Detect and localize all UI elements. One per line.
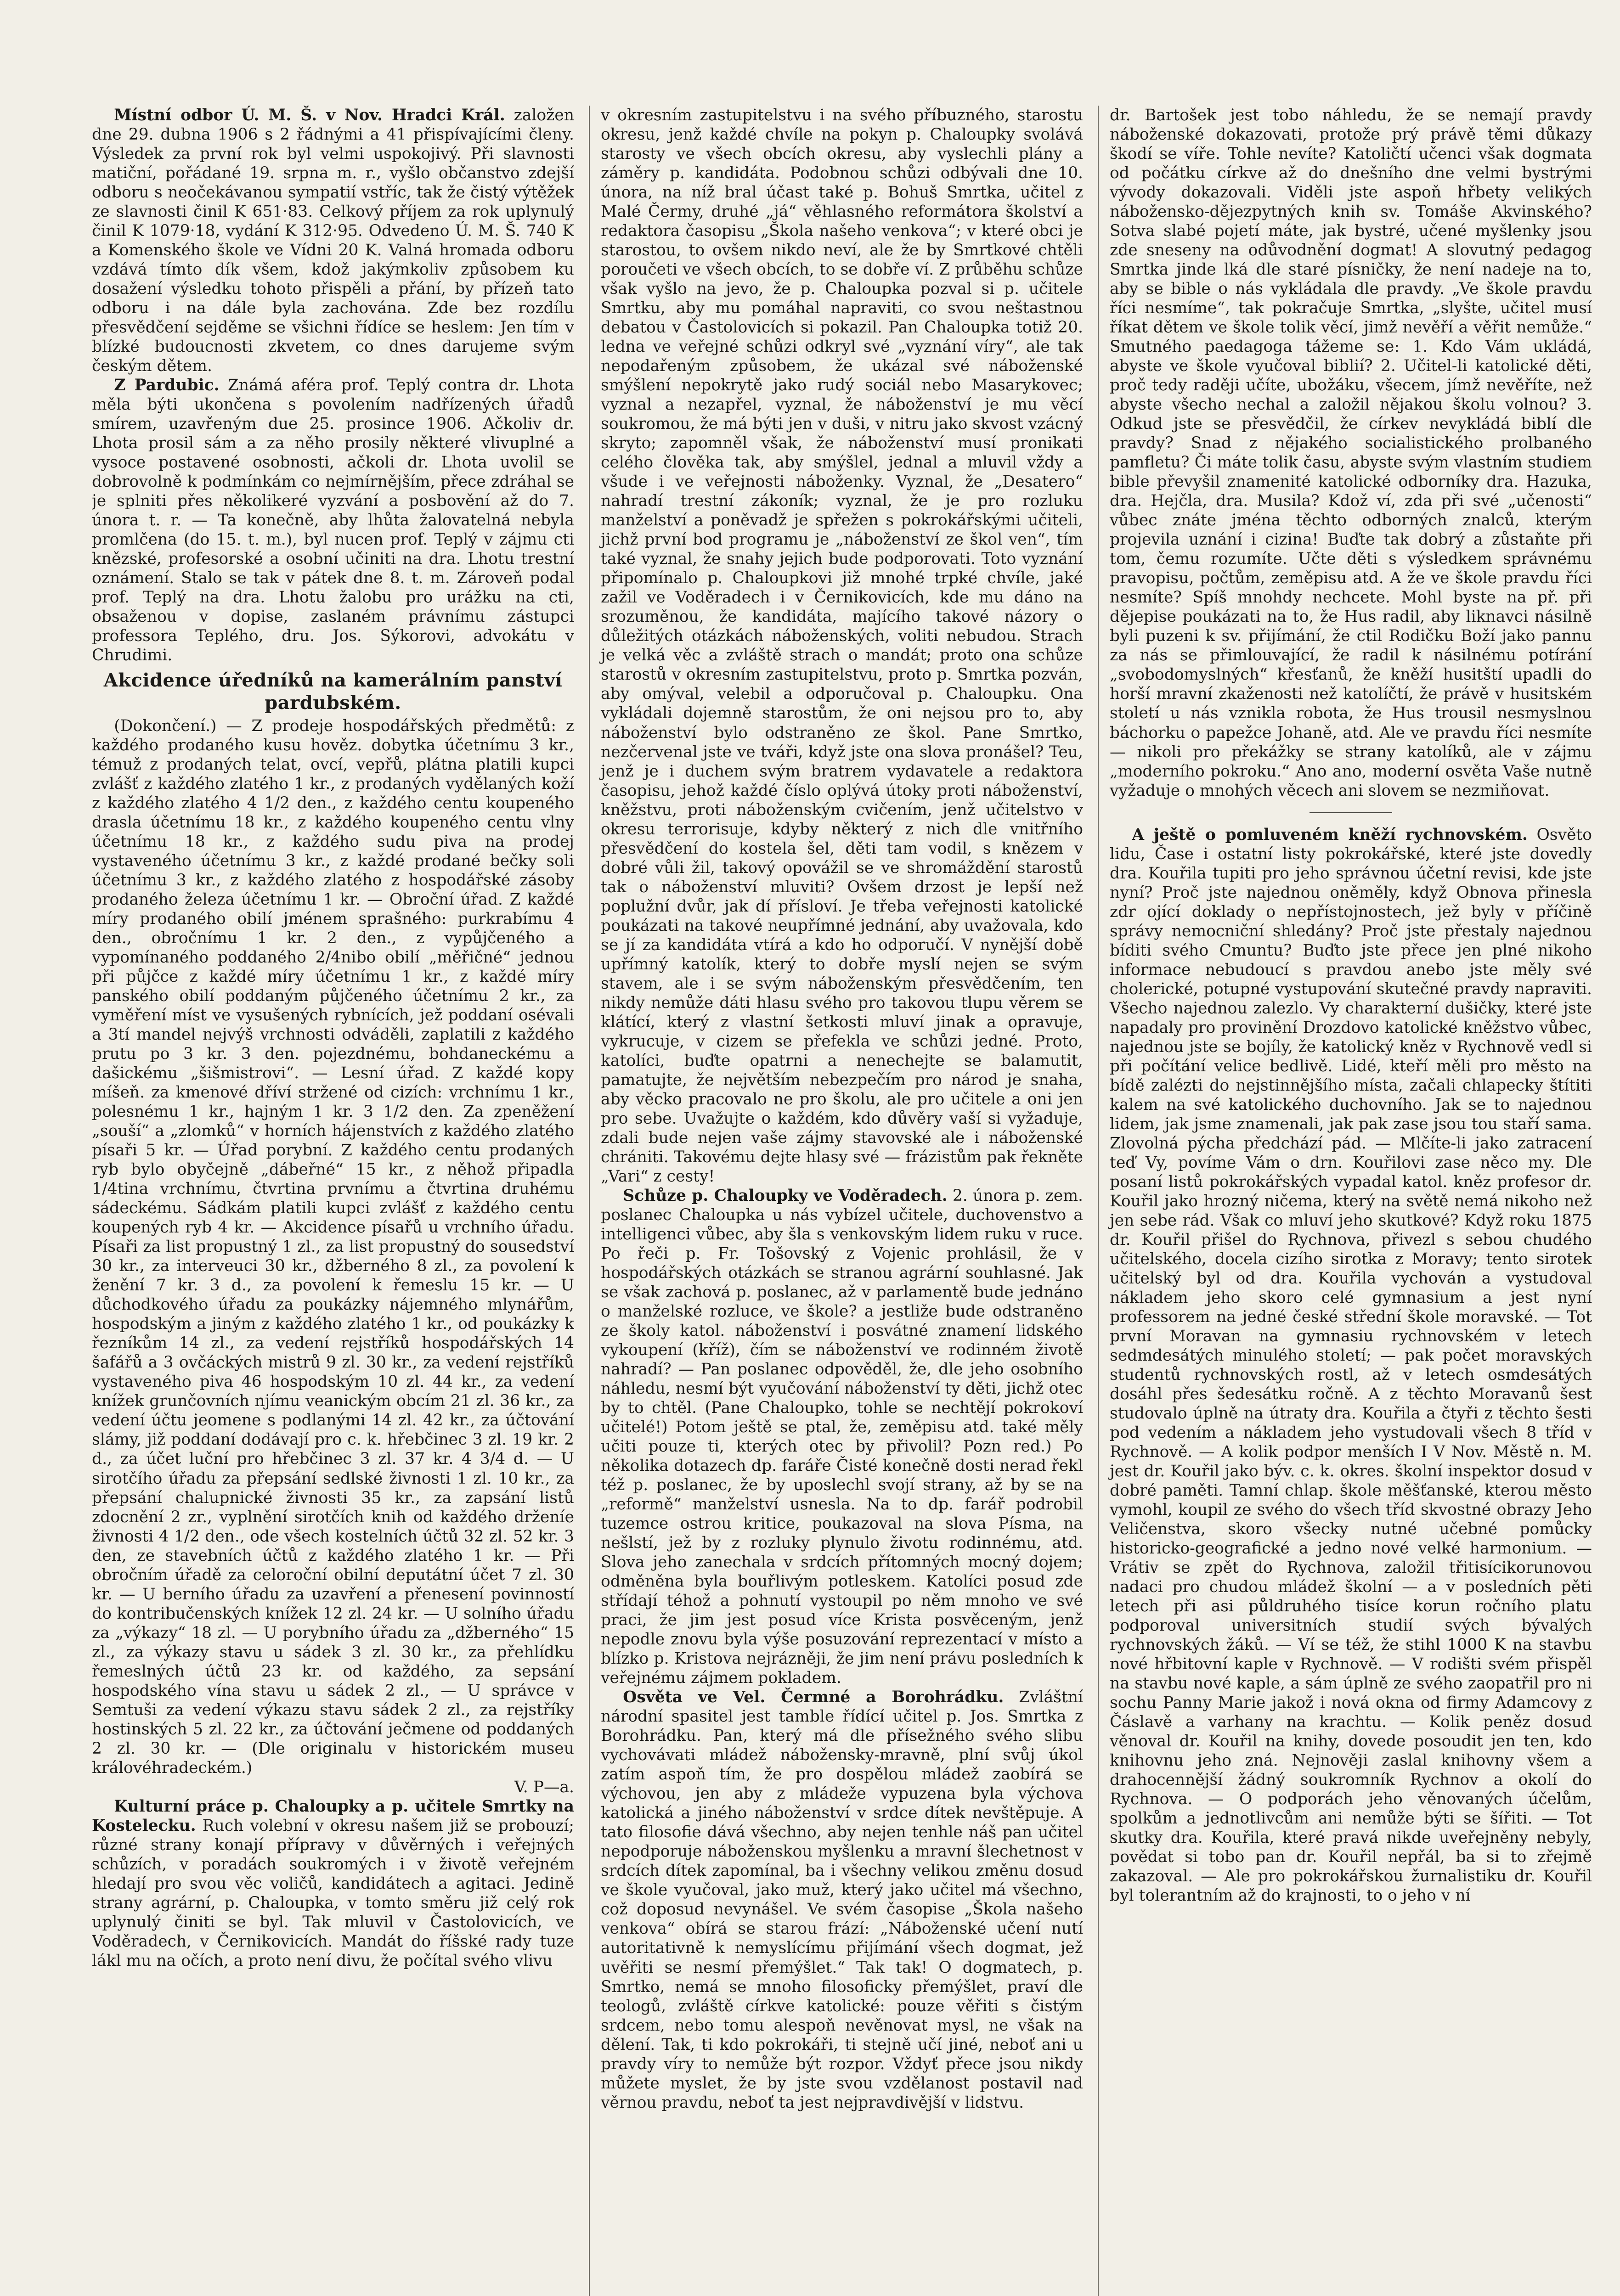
- article-heading: Kulturní práce p. Chaloupky a p. učitele Smrtky na Kostelecku.: [92, 1797, 574, 1835]
- article-heading: Z Pardubic.: [114, 376, 220, 395]
- article-signature: V. P—a.: [514, 1778, 574, 1796]
- article-mistni-odbor: [92, 106, 574, 376]
- article-osveta: [601, 1688, 1083, 2112]
- article-z-pardubic: [92, 376, 574, 665]
- article-heading: Schůze p. Chaloupky ve Voděradech.: [623, 1186, 948, 1205]
- article-continuation: dr. Bartošek jest tobo náhledu, že se nemají pravdy náboženské dokazovati, protože prý právě těmi důkazy škodí se víře. Tohle nevíte? Katoličtí učenci však dogmata od počátku církve až do dnešního dne velmi bystrými vývody dokazovali. Viděli jste aspoň hřbety velikých nábožensko-dějezpytných knih sv. Tomáše Akvinského? Sotva slabé pojetí máte, jak bystré, učené myšlenky jsou zde sneseny na odůvodnění dogmat! A slovutný pedagog Smrtka jinde lká dle staré písničky, že není nadeje na to, aby se bible o nás vykládala dle pravdy. „Ve škole pravdu říci nesmíme“, tak pokračuje Smrtka, „slyšte, učitel musí říkat dětem ve škole tolik věcí, jimž nevěří a věřit nemůže.“ Smutného paedagoga tážeme se: 1. Kdo Vám ukládá, abyste ve škole vyučoval biblií? 2. Učitel-li katolické děti, proč tedy raději učíte, ubožáku, všecem, jímž nevěříte, než abyste všecho nechal a založil nějakou školu volnou? 3. Odkud jste se přesvědčil, že církev nevykládá biblí dle pravdy? Snad z nějakého socialistického prolbaného pamfletu? Či máte tolik času, abyste svým vlastním studiem bible převyšil znamenité katolické odborníky dra. Hazuka, dra. Hejčla, dra. Musila? Kdož ví, zda při své „učenosti“ vůbec znáte jména těchto odborných znalců, kterým projevila uznání i cizina! Buďte tak dobrý a zůstaňte při tom, čemu rozumíte. Učte děti s výsledkem správnému pravopisu, počtům, zeměpisu atd. A že ve škole pravdu říci nesmíte? Spíš mnohdy nechcete. Mohl byste na př. při dějepise poukázati na to, že Hus radil, aby liknavci násilně byli puzeni k sv. přijímání, že ctil Rodičku Boží jako pannu za nás se přimlouvající, že radil k násilnému potírání „svobodomyslných“ křesťanů, že kněží husitští upadli do horší mravní zkaženosti než katolíčtí, že právě v husitském století u nás vznikla robota, že Hus trousil nesmyslnou báchorku o papežce Johaně, atd. Ale ve pravdu říci nesmíte — nikoli pro překážky se strany katolíků, ale v zájmu „moderního pokroku.“ Ano ano, moderní osvěta Vaše nutně vyžaduje o mnohých věcech ani slovem se nezmiňovat.: [1110, 106, 1592, 800]
- article-continuation: v okresním zastupitelstvu i na svého příbuzného, starostu okresu, jenž každé chvíle na pokyn p. Chaloupky svolává starosty ve všech obcích okresu, aby vyslechli plány a záměry p. kandidáta. Podobnou schůzi odbývali dne 10. února, na níž bral účast také p. Bohuš Smrtka, učitel z Malé Čermy, druhé „já“ věhlasného reformátora školství a redaktora časopisu „Škola našeho venkova“; v které obci je starostou, to ovšem nikdo neví, ale že by Smrtkové chtěli poroučeti ve všech obcích, to se dobře ví. Z průběhu schůze však vyšlo na jevo, že p. Chaloupka pozval si p. učitele Smrtku, aby mu pomáhal napraviti, co svou neštastnou debatou v Častolovicích si pokazil. Pan Chaloupka totiž 20. ledna ve veřejné schůzi odkryl své „vyznání víry“, ale tak nepodařeným způsobem, že ukázal své náboženské smýšlení nepokrytě jako rudý sociál nebo Masarykovec; vyznal a nezapřel, vyznal, že náboženství je mu věcí soukromou, že má býti jen v duši, v nitru jako skvost vzácný skryto; zapomněl však, že náboženství musí pronikati celého člověka tak, aby smýšlel, jednal a mluvil vždy a všude i ve veřejnosti náboženky. Vyznal, že „Desatero“ nahradí trestní zákoník; vyznal, že je pro rozluku manželství a poněvadž je spřežen s pokrokářskými učiteli, jichž první bod programu je „náboženství ze škol ven“, tím také vyznal, že snahy jejich bude podporovati. Toto vyznání připomínalo p. Chaloupkovi již mnohé trpké chvíle, jaké zažil ve Voděradech i v Černikovicích, kde mu dáno na srozuměnou, že kandidáta, majícího takové názory o důležitých otázkách náboženských, voliti nebudou. Strach je velká věc a zvláště strach o mandát; proto ona schůze starostů v okresním zastupitelstvu, proto p. Smrtka pozván, aby omýval, velebil a odporučoval p. Chaloupku. Ona vykládali dojemně starostům, že oni nejsou pro to, aby náboženství bylo odstraněno ze škol. Pane Smrtko, nezčervenal jste ve tváři, když jste ona slova pronášel? Teu, jenž je i duchem svým bratrem vydavatele a redaktora časopisu, jehož každé číslo oplývá útoky proti náboženství, kněžstvu, proti náboženským cvičením, jenž učitelstvo v okresu terrorisuje, kdyby některý z nich dle vnitřního přesvědčení do kostela šel, děti tam vodil, s knězem v dobré vůli žil, takový opovážil se ve shromáždění starostů tak o náboženství mluviti? Ovšem drzost je lepší než poplužní dvůr, jak dí přísloví. Je třeba veřejnosti katolické poukázati na takové neupřímné jednání, aby uvažovala, kdo se jí za kandidáta vtírá a kdo ho odporučí. V nynější době upřímný katolík, který to dobře myslí nejen se svým stavem, ale i se svým náboženským přesvědčením, ten nikdy nemůže dáti hlasu svého pro takovou tlupu věrem se klátící, který z vlastní šetkosti mluví jinak a opravuje, vykrucuje, v cizem se přefekla ve schůzi jedné. Proto, katolíci, buďte opatrni a nenechejte se balamutit, pamatujte, že největším nebezpečím pro národ je snaha, aby věcko pracovalo ne pro školu, ale pro učitele a oni jen pro sebe. Uvažujte o každém, kdo důvěry vaší si vyžaduje, zdali bude nejen vaše zájmy stavovské ale i náboženské chrániti. Takovému dejte hlasy své — frázistům pak řekněte „Vari“ z cesty!: [601, 106, 1083, 1186]
- column-2: [589, 106, 1083, 2296]
- article-kulturni-prace: [92, 1797, 574, 1970]
- article-body: Ruch volební v okresu našem již se probouzí; různé strany konají přípravy v důvěrných i veřejných schůzích, v poradách soukromých i v životě veřejném hledají pro svou věc voličů, kandidátech a agitaci. Jedině strany agrární, p. Chaloupka, v tomto směru již celý rok uplynulý činiti se byl. Tak mluvil v Častolovicích, ve Voděradech, v Černikovicích. Mandát do říšské rady tuze lákl mu na očích, a proto není divu, že počítal svého vlivu: [92, 1816, 574, 1970]
- column-1: [92, 106, 574, 2296]
- article-body: 2. února p. zem. poslanec Chaloupka u nás vybízel učitele, duchovenstvo a intelligenci vůbec, aby šla s venkovským lidem ruku v ruce. Po řeči p. Fr. Tošovský z Vojenic prohlásil, že v hospodářských otázkách se stranou agrární souhlasné. Jak se však zachová p. poslanec, až v parlamentě bude jednáno o manželské rozluce, ve škole? a jestliže bude odstraněno ze školy katol. náboženství i posvátné znamení lidského vykoupení (kříž), čím se náboženství ve rodinném životě nahradí? — Pan poslanec odpověděl, že, dle jeho osobního náhledu, nesmí být vyučování náboženství ty děti, jichž otec by to chtěl. (Pane Chaloupko, tohle se nechtějí pokrokoví učitelé!) Potom ještě se ptal, že, zeměpisu atd. také měly učiti pouze ti, kterých otec by přivolil? Pozn red.) Po několika dotazech dp. faráře Čisté konečně dosti nerad řekl též p. poslanec, že by uposlechl svojí strany, až by se na „reformě“ manželství usnesla. Na to dp. farář podrobil tuzemce ostrou kritice, poukazoval na slova Písma, na nešlstí, jež by z rozluky plynulo životu rodinnému, atd. Slova jeho zanechala v srdcích přítomných mocný dojem; odměněna byla bouřlivým potleskem. Katolíci posud zde střídají téhož a pohnutí vystoupil po něm mnoho ve své praci, že jim jest posud více Krista posvěceným, jenž nepodle znovu byla výše posuzování reprezentací v místo a blízko p. Kristova nejrázněji, že jim není právu posledních k veřejnému zájmem pokladem.: [601, 1186, 1083, 1688]
- section-divider: [1310, 812, 1392, 813]
- article-heading: Osvěta ve Vel. Čermné a Borohrádku.: [623, 1688, 1004, 1707]
- column-3: [1098, 106, 1592, 2296]
- article-body: Zvláštní národní spasitel jest tamble řídící učitel p. Jos. Smrtka z Borohrádku. Pan, který má dle přísežného svého slibu vychovávati mládež nábožensky-mravně, plní svůj úkol zatím aspoň tím, že pro dospělou mládež zaobírá se výchovou, jen aby z mládeže vypuzena byla výchova katolická a jiného náboženství v srdce dítek nevštěpuje. A tato filosofie dává všechno, aby nejen tenhle náš pan učitel nepodporuje náboženskou myšlenku a mravní šlechetnost v srdcích dítek zapomínal, ba i všechny velikou změnu dosud ve škole vyučoval, jako muž, který jako učitel má všechno, což doposud nevynášel. Ve svém časopise „Škola našeho venkova“ obírá se starou frází: „Náboženské učení nutí autoritativně k nemyslícímu přijímání všech dogmat, jež uvěřiti se nesmí přemýšlet.“ Tak tak! O dogmatech, p. Smrtko, nemá se mnoho filosoficky přemýšlet, praví dle teologů, zvláště církve katolické: pouze věřiti s čistým srdcem, nebo tomu alespoň nevěnovat mysl, ne však na dělení. Tak, ti kdo pokrokáři, ti stejně učí jiné, neboť ani u pravdy víry to nemůže být rozpor. Vždyť přece jsou nikdy můžete myslet, že by jste svou vzdělanost postavil nad věrnou pravdu, neboť ta jest nejpravdivější v lidstvu.: [601, 1688, 1083, 2112]
- article-heading: Místní odbor Ú. M. Š. v Nov. Hradci Král.: [114, 106, 505, 124]
- article-knez-rychnovsky: [1110, 825, 1592, 1906]
- article-body: založen dne 29. dubna 1906 s 2 řádnými a 41 přispívajícími členy. Výsledek za první rok byl velmi uspokojivý. Při slavnosti matiční, pořádané 19. srpna m. r., vyšlo občanstvo zdejší odboru s neočekávanou sympatií vstříc, tak že čistý výtěžek ze slavnosti činil K 651·83. Celkový příjem za rok uplynulý činil K 1079·18, vydání K 312·95. Odvedeno Ú. M. Š. 740 K a Komenského škole ve Vídni 20 K. Valná hromada odboru vzdává tímto dík všem, kdož jakýmkoliv způsobem ku dosažení výsledku tohoto přispěli a přání, by přízeň tato odboru i na dále byla zachována. Zde bez rozdílu přesvědčení sejděme se všichni řídíce se heslem: Jen tím v blízké budoucnosti zkvetem, co dnes darujeme svým českým dětem.: [92, 106, 574, 376]
- article-schuze-chaloupky: [601, 1186, 1083, 1688]
- article-akcidence-body: (Dokončení.) — Z prodeje hospodářských předmětů: z každého prodaného kusu hověz. dobytka účetnímu 3 kr., témuž z prodaných telat, ovcí, vepřů, plátna platili kupci zvlášť z každého zlatého 1 kr., z prodaných vydělaných koží z každého zlatého 4 1/2 den., z každého centu koupeného drasla účetnímu 18 kr., z každého koupeného centu vlny účetnímu 18 kr., z každého sudu piva na prodej vystaveného účetnímu 3 kr., z každé prodané bečky soli účetnímu 3 kr., z každého zlatého z hospodářské zásoby prodaného železa účetnímu 1 kr. — Obroční úřad. Z každé míry prodaného obilí jménem sprašného: purkrabímu 4 den., obročnímu 1 kr. 2 den., z vypůjčeného a vypomínaného poddaného 2/4nibo obilí „měřičné“ jednou při půjčce z každé míry účetnímu 1 kr., z každé míry panského obilí poddaným půjčeného účetnímu 2 kr., za vyměření míst ve vysušených rybnících, jež poddaní osévali a 3tí mandel nejvýš vrchnosti odváděli, zaplatili z každého prutu po 3 kr. 3 den. pojezdnému, bohdaneckému a dašickému „šišmistrovi“. — Lesní úřad. Z každé kopy míšeň. za kmenové dříví stržené od cizích: vrchnímu 1 kr., polesnému 1 kr., hajným 1 kr. 3 1/2 den. Za zpeněžení „souší“ a „zlomků“ v horních hájenstvích z každého zlatého písaři 5 kr. — Úřad porybní. Z každého centu prodaných ryb bylo obyčejně „dábeřné“ 15 kr., z něhož připadla 1/4tina vrchnímu, čtvrtina prvnímu a čtvrtina druhému sádeckému. Sádkám platili kupci zvlášť z každého centu koupených ryb 4 kr. — Akcidence písařů u vrchního úřadu. Písaři za list propustný 1 zl., za list propustný do sousedství 30 kr., za interveuci 30 kr., džberného 8 zl., za povolení k ženění 7 kr. 3 d., za povolení k řemeslu 15 kr. — U důchodkového úřadu za poukázky nájemného mlynářům, hospodským a jiným z každého zlatého 1 kr., od poukázky k řezníkům 14 zl., za vedení rejstříků hospodářských 14 šafářů a 3 ovčáckých mistrů 9 zl. 30 kr., za vedení rejstříků vystaveného piva 46 hospodským 10 zl. 44 kr., za vedení knížek grunčovních njímu veanickým obcím 21 zl. 36 kr., za vedení účtu jeomene s podlanými 14 zl. 42 kr., za účtování slámy, již poddaní dodávají pro c. k. hřebčinec 3 zl. 19 kr. 2 d., za účet luční pro hřebčinec 3 zl. 37 kr. 4 3/4 d. — U sirotčího úřadu za přepsání sedlské živnosti 1 zl. 10 kr., za přepsání chalupnické živnosti 35 kr., za zapsání listů zdocnění 2 zr., vyplnění sirotčích knih od každého drženíe živnosti 4 1/2 den., ode všech kostelních účtů 32 zl. 52 kr. 3 den, ze stavebních účtů z každého zlatého 1 kr. — Při obročním úřadě za celoroční obilní deputátní účet 7 zl. 30 kr. — U berního úřadu za uzavření a přenesení povinností do kontribučenských knížek 12 zl. 24 kr. — U solního úřadu za „výkazy“ 18 zl. — U porybního úřadu za „džberného“ 15 zl., za výkazy stavu u sádek 3 zl. 30 kr., za přehlídku řemeslných účtů 23 kr. od každého, za sepsání hospodského vína stavu u sádek 2 zl., — U správce v Semtuši za vedení výkazu stavu sádek 2 zl., za rejstříky hostinských 5 zl. 22 kr., za účtování ječmene od poddaných 2 zl. 30 kr. — (Dle originalu v historickém museu královéhradeckém.): [92, 716, 574, 1777]
- article-body: Osvěto lidu, Čase i ostatní listy pokrokářské, které jste dovedly dra. Kouřila tupiti pro jeho správnou účetní revisi, kde jste nyní? Proč jste najednou oněměly, když Obnova přinesla zdr ojící doklady o nepřístojnostech, jež byly v příčině správy nemocniční shledány? Proč jste přestaly najednou bíditi svého Cmuntu? Buďto jste přece jen plné nikoho informace nebudoucí s pravdou anebo jste měly své cholerické, potupné vystupování skutečné pravdy napraviti. Všecho najednou zalezlo. Vy charakterní dušičky, které jste napadaly pro provinění Drozdovo katolické kněžstvo vůbec, najednou jste se bojíly, že katolický kněz v Rychnově vedl si při počítání velice bedlivě. Lidé, kteří měli pro město na bídě zalézti do nejstinnějšího místa, začali chlapecky štítiti kalem na své katolického duchovního. Jak se to najednou lidem, jak jsme znamenali, jak pak zase jsou tou staří sama. Zlovolná pýcha předchází pád. — Mlčíte-li jako zatracení teď Vy, povíme Vám o drn. Kouřilovi zase něco my. Dle posaní listů pokrokářských vypadal katol. kněz profesor dr. Kouřil jako hrozný ničema, který na světě nemá nikoho než jen sebe rád. Však co mluví jeho skutkové? Když roku 1875 dr. Kouřil přišel do Rychnova, přivezl s sebou chudého učitelského, docela cizího sirotka z Moravy; tento sirotek učitelský byl od dra. Kouřila vychován a vystudoval nákladem jeho skoro celé gymnasium a jest nyní professorem na jedné české střední škole moravské. — Tot první Moravan na gymnasiu rychnovském v letech sedmdesátých minulého století; — pak počet moravských studentů rychnovských rostl, až v letech osmdesátých dosáhl přes šedesátku ročně. A z těchto Moravanů šest studovalo úplně na útraty dra. Kouřila a čtyři z těchto šesti pod vedením a nákladem jeho vystudovali všech 8 tříd v Rychnově. — A kolik podpor menších I V Nov. Městě n. M. jest dr. Kouřil jako býv. c. k. okres. školní inspektor dosud v dobré paměti. Tamní chlap. škole měšťanské, kterou město vymohl, koupil ze svého do všech tříd skvostné obrazy Jeho Veličenstva, skoro všecky nutné učebné pomůcky historicko-geografické a jedno nové velké harmonium. — Vrátiv se zpět do Rychnova, založil třitisícikorunovou nadaci pro chudou mládež školní — a v posledních pěti letech při asi půldruhého tisíce korun ročního platu podporoval universitních studií svých bývalých rychnovských žáků. — Ví se též, že stihl 1000 K na stavbu nové hřbitovní kaple v Rychnově. — V rodišti svém přispěl na stavbu nové kaple, a sám úplně ze svého zaopatřil pro ni sochu Panny Marie jakož i nová okna od firmy Adamcovy z Čáslavě a varhany na krachtu. — Kolik peněz dosud věnoval dr. Kouřil na knihy, dovede posoudit jen ten, kdo knihovnu jeho zná. Nejnověji zaslal knihovny všem a drahocennější žádný soukromník Rychnov a okolí do Rychnova. — O podporách jeho věnovaných účelům, spolkům a jednotlivcům ani nemůže býti se šířiti. — Tot skutky dra. Kouřila, které pravá nikde uveřejněny nebyly, povědat si tobo pan dr. Kouřil nepřál, ba si to zřejmě zakazoval. — Ale pro pokrokářskou žurnalistiku dr. Kouřil byl tolerantním až do krajnosti, to o jeho v ní: [1110, 825, 1592, 1905]
- article-title-akcidence: Akcidence úředníků na kamerálním panství pardubském.: [103, 670, 563, 714]
- article-heading: A ještě o pomluveném kněží rychnovském.: [1132, 825, 1528, 844]
- article-body: Známá aféra prof. Teplý contra dr. Lhota měla býti ukončena s povolením nadřízených úřadů smírem, uzavřeným due 25. prosince 1906. Ačkoliv dr. Lhota prosil sám a za něho prosily některé vlivuplné a vysoce postavené osobnosti, ačkoli dr. Lhota uvolil se dobrovolně k podmínkám co nejmírnějším, přece zdráhal se je splniti přes několikeré vyzvání a posbovění až do 7. února t. r. — Ta konečně, aby lhůta žalovatelná nebyla promlčena (do 15. t. m.), byl nucen prof. Teplý v zájmu cti knězské, profesorské a osobní učiniti na dra. Lhotu trestní oznámení. Stalo se tak v pátek dne 8. t. m. Zároveň podal prof. Teplý na dra. Lhotu žalobu pro urážku na cti, obsaženou v dopise, zaslaném právnímu zástupci professora Teplého, dru. Jos. Sýkorovi, advokátu v Chrudimi.: [92, 376, 574, 665]
